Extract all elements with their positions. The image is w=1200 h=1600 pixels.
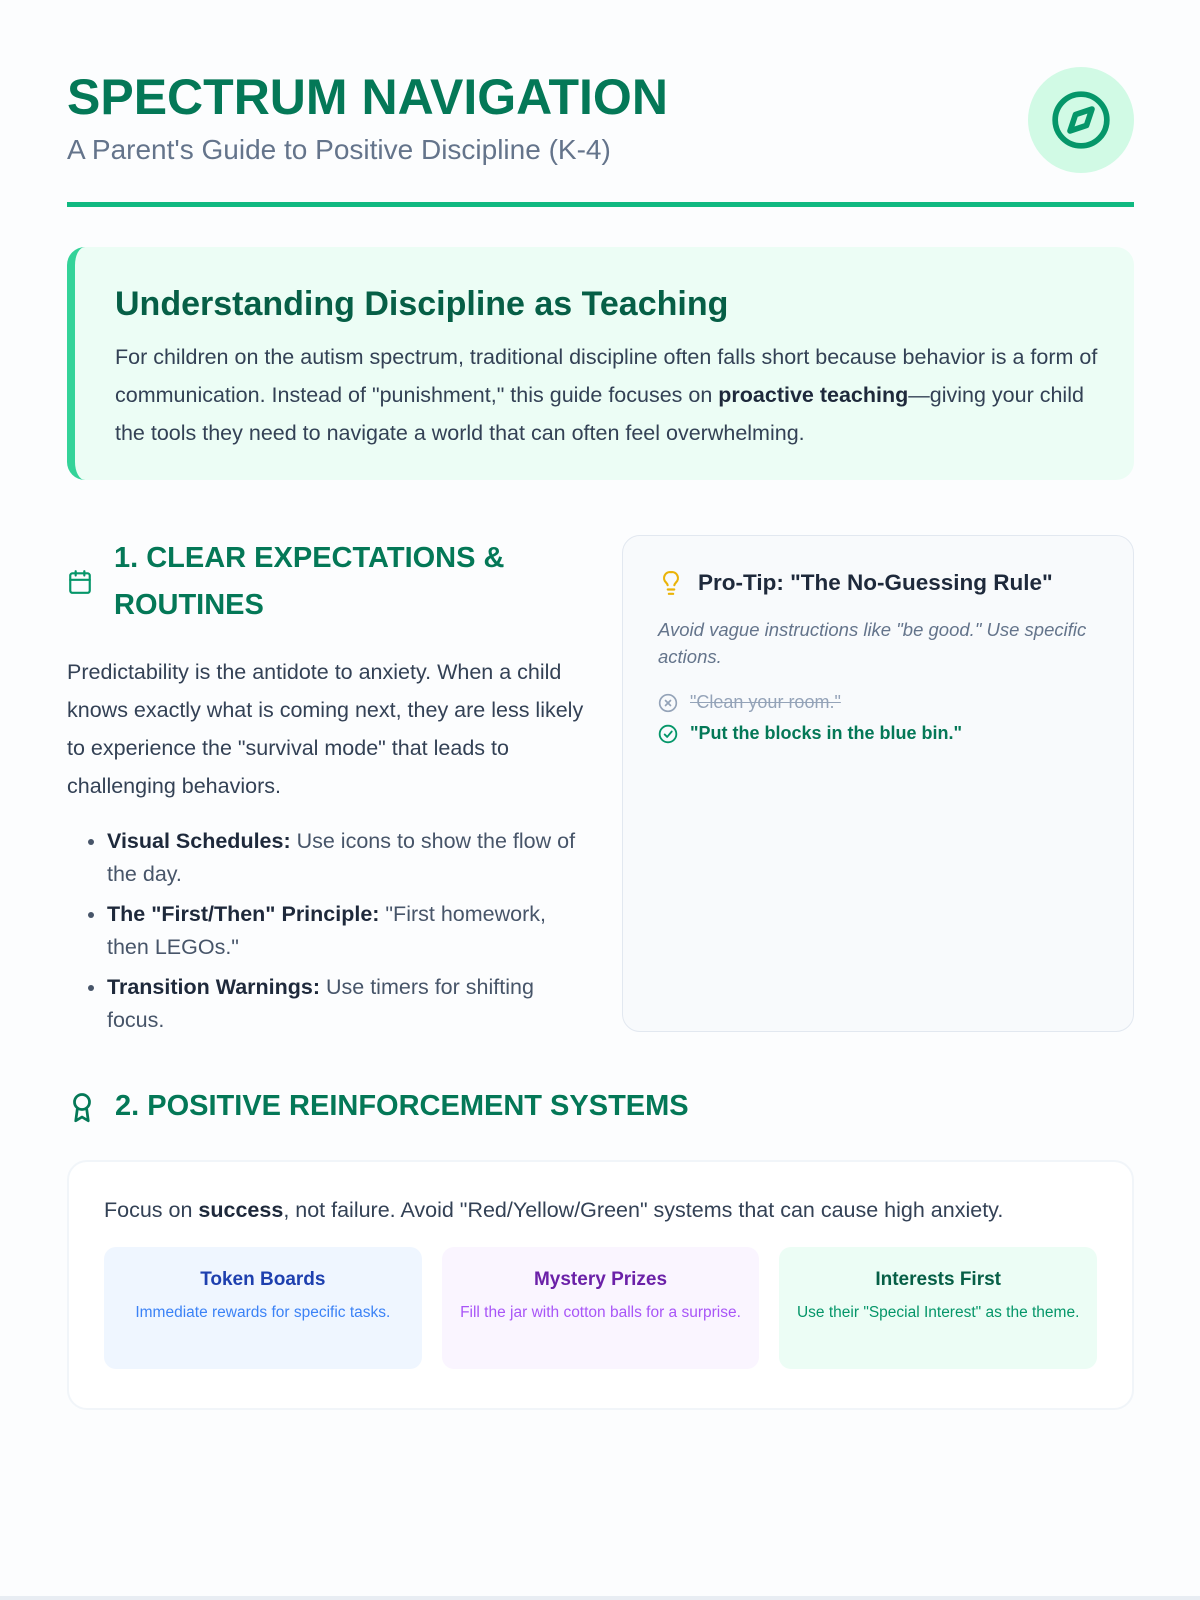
list-item-text: "First homework, then LEGOs." (107, 902, 546, 959)
card-title: Mystery Prizes (533, 1269, 668, 1290)
expectations-list (67, 825, 587, 1037)
lightbulb-icon (658, 570, 684, 596)
intro-text (115, 338, 1102, 452)
good-example (658, 723, 1097, 744)
page-title: SPECTRUM NAVIGATION (67, 69, 668, 125)
list-item (107, 825, 587, 891)
list-item-label: Transition Warnings: (107, 975, 321, 999)
bottom-strip (0, 1596, 1200, 1600)
good-example-text: "Put the blocks in the blue bin." (690, 723, 963, 743)
strategy-cards (104, 1247, 1097, 1369)
section-reinforcement-heading (67, 1090, 689, 1123)
section-reinforcement-text (104, 1198, 1097, 1223)
section-expectations (67, 535, 587, 1044)
pro-tip-card (622, 535, 1134, 1032)
list-item (107, 898, 587, 964)
page-subtitle: A Parent's Guide to Positive Discipline (K-4) (67, 134, 611, 165)
compass-icon (1050, 89, 1112, 151)
calendar-icon (67, 569, 93, 595)
card-title: Interests First (875, 1269, 1001, 1290)
intro-title: Understanding Discipline as Teaching (115, 285, 729, 323)
list-item-label: The "First/Then" Principle: (107, 902, 380, 926)
section-reinforcement-title: 2. POSITIVE REINFORCEMENT SYSTEMS (115, 1090, 689, 1122)
bad-example-text: "Clean your room." (690, 692, 841, 712)
list-item-text: Use icons to show the flow of the day. (107, 829, 576, 886)
pro-tip-title: Pro-Tip: "The No-Guessing Rule" (698, 570, 1053, 595)
logo-badge (1028, 67, 1134, 173)
section-expectations-title: 1. CLEAR EXPECTATIONS & ROUTINES (114, 542, 505, 621)
card-interests-first (779, 1247, 1097, 1369)
pro-tip-heading (658, 570, 1097, 596)
intro-callout (67, 247, 1134, 480)
intro-text-end: —giving your child the tools they need to navigate a world that can often feel overwhelming. (115, 383, 1084, 445)
intro-text-start: For children on the autism spectrum, traditional discipline often falls short because behavior is a form of communication. Instead of "punishment," this guide focuses on (115, 345, 1098, 407)
section-reinforcement-box (67, 1160, 1134, 1410)
section-expectations-body: Predictability is the antidote to anxiety. When a child knows exactly what is coming next, they are less likely to experience the "survival mode" that leads to challenging behaviors. (67, 660, 584, 798)
reinforcement-text-end: , not failure. Avoid "Red/Yellow/Green" systems that can cause high anxiety. (283, 1198, 1004, 1222)
list-item (107, 971, 587, 1037)
list-item-text: Use timers for shifting focus. (107, 975, 534, 1032)
intro-text-emphasis: proactive teaching (718, 383, 909, 407)
bad-example (658, 692, 1097, 713)
document-page (67, 0, 1134, 1321)
check-circle-icon (658, 724, 678, 744)
card-mystery-prizes (442, 1247, 760, 1369)
reinforcement-text-emphasis: success (198, 1198, 284, 1222)
x-circle-icon (658, 693, 678, 713)
card-title: Token Boards (200, 1269, 326, 1290)
list-item-label: Visual Schedules: (107, 829, 291, 853)
section-expectations-heading (67, 535, 587, 629)
reinforcement-text-start: Focus on (104, 1198, 199, 1222)
award-icon (67, 1091, 97, 1123)
page-header (67, 0, 1134, 207)
card-token-boards (104, 1247, 422, 1369)
card-text: Fill the jar with cotton balls for a surprise. (460, 1304, 741, 1321)
card-text: Immediate rewards for specific tasks. (135, 1304, 391, 1321)
pro-tip-description: Avoid vague instructions like "be good." Use specific actions. (658, 619, 1087, 667)
card-text: Use their "Special Interest" as the theme. (796, 1304, 1080, 1321)
